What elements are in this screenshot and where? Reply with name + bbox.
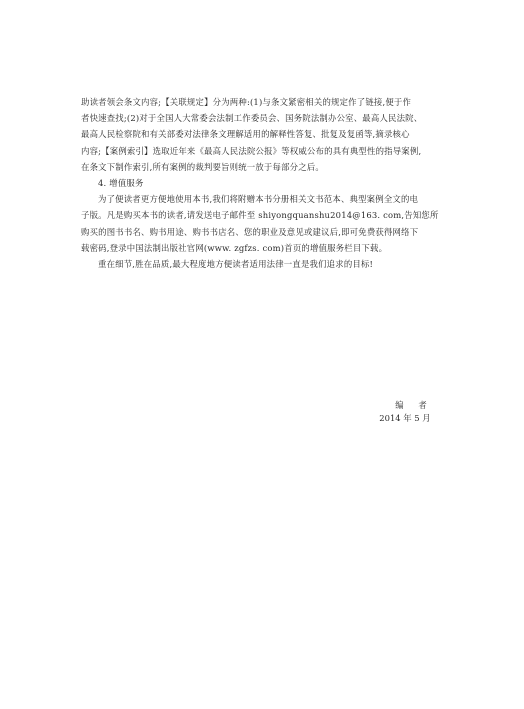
text-line: 子版。凡是购买本书的读者,请发送电子邮件至 shiyongquanshu2014@163. com,告知您所 bbox=[81, 210, 439, 221]
paragraph-closing bbox=[81, 256, 442, 272]
text-line: 助读者领会条文内容;【关联规定】分为两种:(1)与条文紧密相关的规定作了链接,便于作 bbox=[81, 97, 412, 107]
body-text bbox=[81, 94, 442, 272]
text-line: 最高人民检察院和有关部委对法律条文理解适用的解释性答复、批复及复函等,摘录核心 bbox=[81, 129, 410, 140]
text-line: 载密码,登录中国法制出版社官网(www. zgfzs. com)首页的增值服务栏目下载。 bbox=[81, 242, 388, 253]
signature-block bbox=[360, 399, 450, 424]
text-line: 重在细节,胜在品质,最大程度地方便读者适用法律一直是我们追求的目标! bbox=[98, 259, 374, 270]
signature-name: 编 者 bbox=[395, 400, 433, 410]
text-line: 为了便读者更方便地使用本书,我们将附赠本书分册相关文书范本、典型案例全文的电 bbox=[98, 194, 419, 205]
paragraph-value-added bbox=[81, 191, 442, 256]
text-line: 内容;【案例索引】选取近年来《最高人民法院公报》等权威公布的具有典型性的指导案例, bbox=[81, 145, 422, 156]
text-line: 购买的图书书名、购书用途、购书书店名、您的职业及意见或建议后,即可免费获得网络下 bbox=[81, 226, 419, 237]
signature-date: 2014 年 5 月 bbox=[379, 412, 431, 423]
paragraph-features bbox=[81, 94, 442, 175]
text-line: 在条文下制作索引,所有案例的裁判要旨则统一放于每部分之后。 bbox=[81, 161, 324, 172]
text-line: 者快速查找;(2)对于全国人大常委会法制工作委员会、国务院法制办公室、最高人民法院、 bbox=[81, 113, 423, 124]
section-heading: 4. 增值服务 bbox=[98, 178, 144, 189]
